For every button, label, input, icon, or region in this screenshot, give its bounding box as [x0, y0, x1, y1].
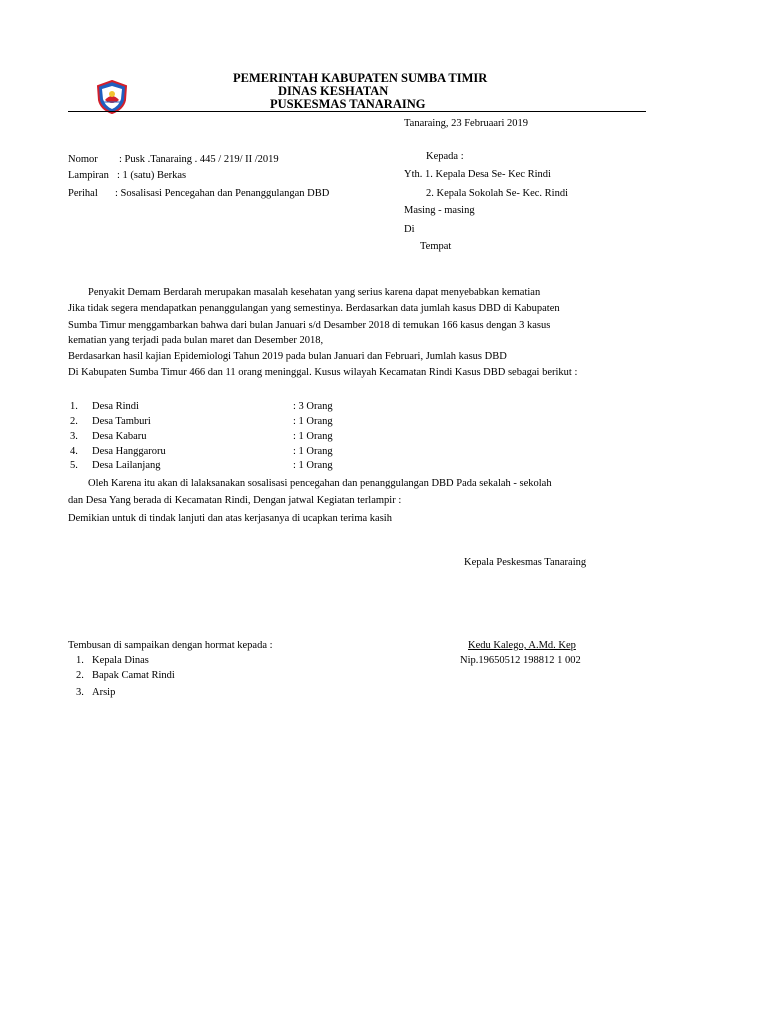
case-num-2: 2. [70, 416, 78, 427]
case-name-4: Desa Hanggaroru [92, 446, 166, 457]
nomor-label: Nomor [68, 154, 98, 165]
tembusan-num-2: 2. [76, 670, 84, 681]
tembusan-item-1: Kepala Dinas [92, 655, 149, 666]
recipient-line-2: 2. Kepala Sokolah Se- Kec. Rindi [426, 188, 569, 199]
body-line-2: Jika tidak segera mendapatkan penanggulangan yang semestinya. Berdasarkan data jumlah kasus DBD di Kabupaten [68, 303, 560, 314]
tembusan-heading: Tembusan di sampaikan dengan hormat kepada : [68, 640, 273, 651]
case-count-4: : 1 Orang [293, 446, 333, 457]
body-line-3: Sumba Timur menggambarkan bahwa dari bulan Januari s/d Desamber 2018 di temukan 166 kasus dengan 3 kasus [68, 320, 551, 331]
case-num-1: 1. [70, 401, 78, 412]
perihal-value: : Sosalisasi Pencegahan dan Penanggulangan DBD [115, 188, 330, 199]
case-count-5: : 1 Orang [293, 460, 333, 471]
tembusan-item-3: Arsip [92, 687, 116, 698]
tembusan-item-2: Bapak Camat Rindi [92, 670, 175, 681]
recipient-line-1: Yth. 1. Kepala Desa Se- Kec Rindi [404, 169, 551, 180]
recipient-line-4: Di [404, 224, 415, 235]
nomor-value: : Pusk .Tanaraing . 445 / 219/ II /2019 [119, 154, 279, 165]
case-name-5: Desa Lailanjang [92, 460, 161, 471]
closing-line-1: Oleh Karena itu akan di lalaksanakan sosalisasi pencegahan dan penanggulangan DBD Pada sekalah - sekolah [88, 478, 552, 489]
header-divider [68, 111, 646, 112]
header-line-1: PEMERINTAH KABUPATEN SUMBA TIMIR [233, 71, 488, 85]
case-num-5: 5. [70, 460, 78, 471]
case-name-1: Desa Rindi [92, 401, 139, 412]
case-count-3: : 1 Orang [293, 431, 333, 442]
header-line-2: DINAS KESHATAN [278, 84, 389, 98]
place-date: Tanaraing, 23 Februaari 2019 [404, 118, 529, 129]
recipient-line-3: Masing - masing [404, 205, 475, 216]
perihal-label: Perihal [68, 188, 98, 199]
case-name-2: Desa Tamburi [92, 416, 151, 427]
header-line-3: PUSKESMAS TANARAING [270, 97, 426, 111]
closing-line-2: dan Desa Yang berada di Kecamatan Rindi, Dengan jatwal Kegiatan terlampir : [68, 495, 402, 506]
body-line-4: kematian yang terjadi pada bulan maret dan Desember 2018, [68, 335, 324, 346]
regency-emblem-icon [96, 80, 128, 114]
lampiran-value: : 1 (satu) Berkas [117, 170, 187, 181]
case-num-3: 3. [70, 431, 78, 442]
case-count-2: : 1 Orang [293, 416, 333, 427]
lampiran-label: Lampiran [68, 170, 109, 181]
signature-nip: Nip.19650512 198812 1 002 [460, 655, 581, 666]
signature-name: Kedu Kalego, A.Md. Kep [468, 640, 576, 651]
body-line-6: Di Kabupaten Sumba Timur 466 dan 11 orang meninggal. Kusus wilayah Kecamatan Rindi Kasus DBD sebagai berikut : [68, 367, 578, 378]
recipient-kepada: Kepada : [426, 151, 464, 162]
case-count-1: : 3 Orang [293, 401, 333, 412]
signature-title: Kepala Peskesmas Tanaraing [464, 557, 587, 568]
closing-line-3: Demikian untuk di tindak lanjuti dan atas kerjasanya di ucapkan terima kasih [68, 513, 392, 524]
recipient-line-5: Tempat [420, 241, 452, 252]
body-line-1: Penyakit Demam Berdarah merupakan masalah kesehatan yang serius karena dapat menyebabkan kematian [88, 287, 541, 298]
tembusan-num-1: 1. [76, 655, 84, 666]
case-num-4: 4. [70, 446, 78, 457]
body-line-5: Berdasarkan hasil kajian Epidemiologi Tahun 2019 pada bulan Januari dan Februari, Jumlah kasus DBD [68, 351, 507, 362]
case-name-3: Desa Kabaru [92, 431, 147, 442]
tembusan-num-3: 3. [76, 687, 84, 698]
